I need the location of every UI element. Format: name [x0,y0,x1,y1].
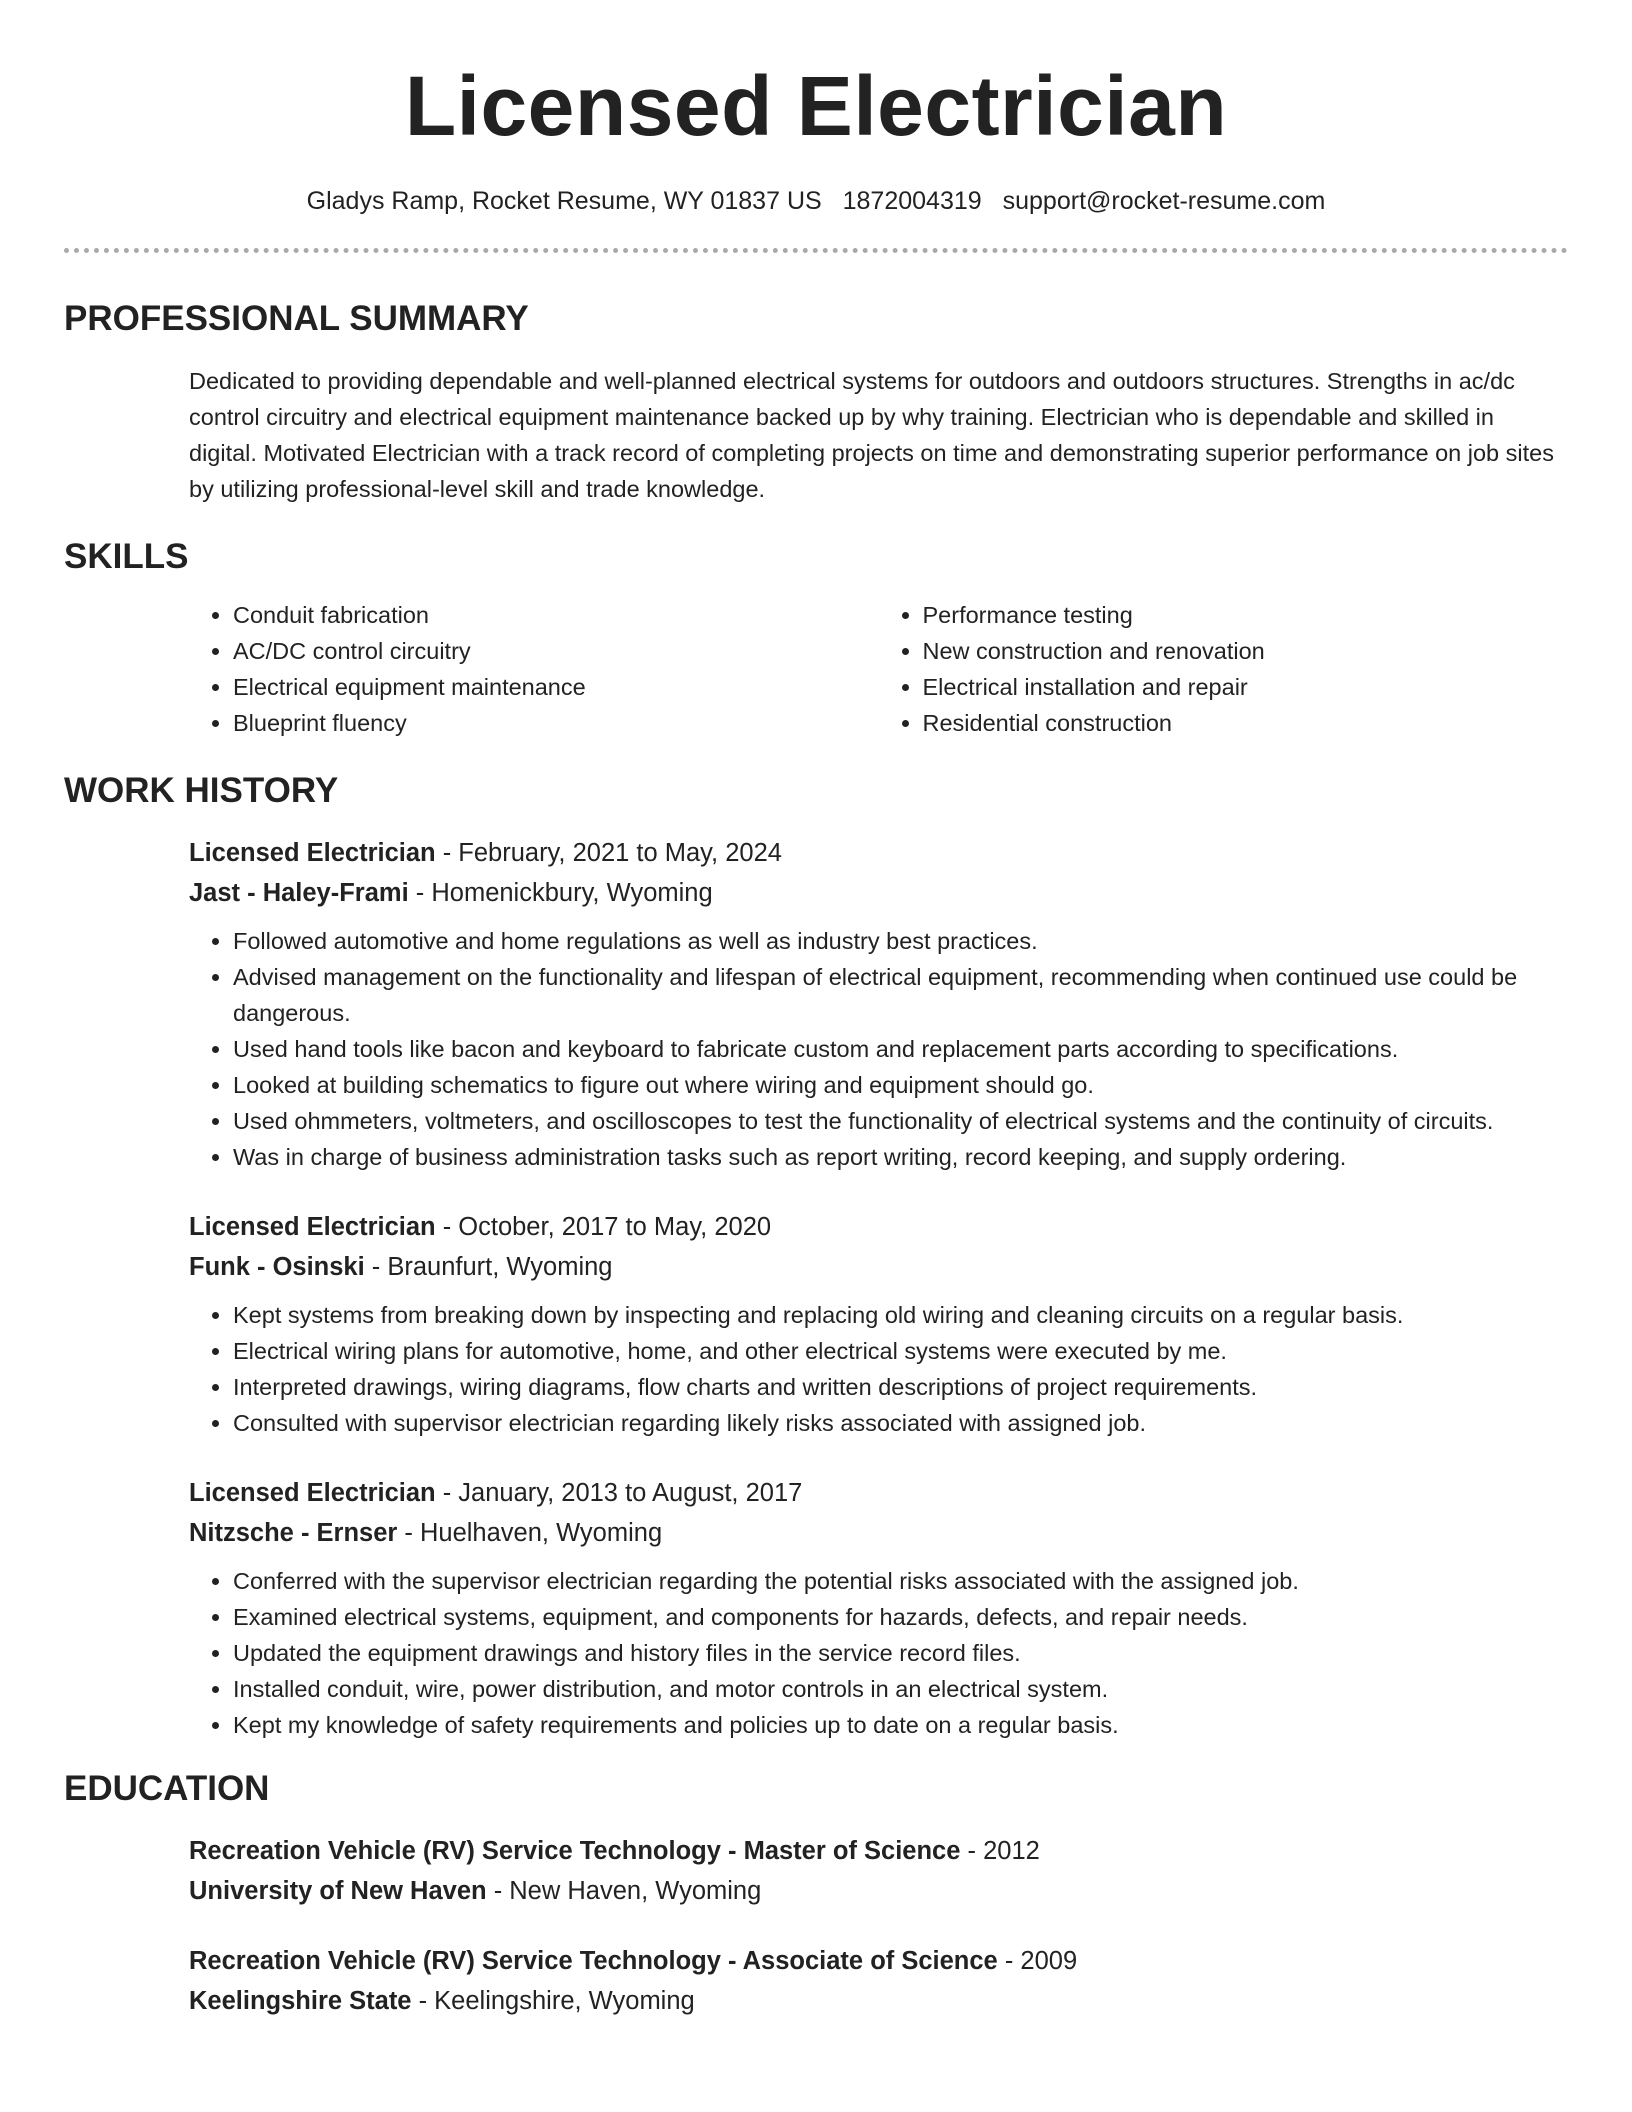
skills-column-left [189,597,879,741]
job-bullet: • Used hand tools like bacon and keyboard to fabricate custom and replacement parts according to specifications. [233,1031,1568,1067]
job-bullet: • Kept my knowledge of safety requirements and policies up to date on a regular basis. [233,1707,1568,1743]
header-divider [64,248,1568,253]
summary-text: Dedicated to providing dependable and well-planned electrical systems for outdoors and outdoors structures. Strengths in ac/dc control circuitry and electrical equipment maintenance backed up by why training. Electrician who is dependable and skilled in digital. Motivated Electrician with a track record of completing projects on time and demonstrating superior performance on job sites by utilizing professional-level skill and trade knowledge. [189,368,1554,502]
job-bullet: • Looked at building schematics to figure out where wiring and equipment should go. [233,1067,1568,1103]
job-role: Licensed Electrician [189,1213,436,1241]
skill-item: • AC/DC control circuitry [233,633,879,669]
contact-email: support@rocket-resume.com [1002,187,1326,215]
skills-column-right [879,597,1569,741]
job-location: - Huelhaven, Wyoming [397,1519,663,1547]
education-degree: Recreation Vehicle (RV) Service Technology - Associate of Science [189,1947,998,1975]
job-location: - Homenickbury, Wyoming [408,879,713,907]
education-school-line [189,1871,1568,1911]
job-entry [189,1207,1568,1441]
skill-item: • Electrical equipment maintenance [233,669,879,705]
contact-line [64,184,1568,218]
job-company-line [189,1247,1568,1287]
education-location: - New Haven, Wyoming [486,1877,762,1905]
job-bullet: • Examined electrical systems, equipment, and components for hazards, defects, and repair needs. [233,1599,1568,1635]
job-bullet: • Conferred with the supervisor electrician regarding the potential risks associated with the assigned job. [233,1563,1568,1599]
job-role: Licensed Electrician [189,839,436,867]
job-role-line [189,833,1568,873]
job-bullets [189,1297,1568,1441]
job-bullet: • Consulted with supervisor electrician regarding likely risks associated with assigned job. [233,1405,1568,1441]
job-company-line [189,873,1568,913]
job-company: Jast - Haley-Frami [189,879,409,907]
education-degree: Recreation Vehicle (RV) Service Technology - Master of Science [189,1837,961,1865]
job-dates: - February, 2021 to May, 2024 [435,839,782,867]
education-heading: EDUCATION [64,1769,270,1808]
education-entry [189,1941,1568,2021]
skill-item: • Residential construction [923,705,1569,741]
skills-list [189,597,1568,741]
job-dates: - January, 2013 to August, 2017 [435,1479,803,1507]
education-entry [189,1831,1568,1911]
education-year: - 2012 [960,1837,1040,1865]
job-bullet: • Used ohmmeters, voltmeters, and oscilloscopes to test the functionality of electrical systems and the continuity of circuits. [233,1103,1568,1139]
education-school-line [189,1981,1568,2021]
education-year: - 2009 [997,1947,1078,1975]
skill-item: • Electrical installation and repair [923,669,1569,705]
job-bullet: • Electrical wiring plans for automotive, home, and other electrical systems were executed by me. [233,1333,1568,1369]
job-company: Funk - Osinski [189,1253,365,1281]
job-bullet: • Interpreted drawings, wiring diagrams, flow charts and written descriptions of project requirements. [233,1369,1568,1405]
job-role-line [189,1207,1568,1247]
job-bullet: • Kept systems from breaking down by inspecting and replacing old wiring and cleaning circuits on a regular basis. [233,1297,1568,1333]
job-company-line [189,1513,1568,1553]
resume-title: Licensed Electrician [404,59,1228,153]
skill-item: • New construction and renovation [923,633,1569,669]
job-bullet: • Installed conduit, wire, power distribution, and motor controls in an electrical system. [233,1671,1568,1707]
work-history-heading: WORK HISTORY [64,771,339,810]
job-bullet: • Was in charge of business administration tasks such as report writing, record keeping, and supply ordering. [233,1139,1568,1175]
job-bullets [189,923,1568,1175]
job-entry [189,833,1568,1175]
education-degree-line [189,1941,1568,1981]
contact-phone: 1872004319 [842,187,982,215]
job-bullet: • Followed automotive and home regulations as well as industry best practices. [233,923,1568,959]
job-entry [189,1473,1568,1743]
job-dates: - October, 2017 to May, 2020 [435,1213,772,1241]
education-school: Keelingshire State [189,1987,412,2015]
job-bullet: • Advised management on the functionality and lifespan of electrical equipment, recommending when continued use could be dangerous. [233,959,1568,1031]
job-bullets [189,1563,1568,1743]
job-company: Nitzsche - Ernser [189,1519,398,1547]
skill-item: • Blueprint fluency [233,705,879,741]
job-bullet: • Updated the equipment drawings and history files in the service record files. [233,1635,1568,1671]
skill-item: • Conduit fabrication [233,597,879,633]
education-location: - Keelingshire, Wyoming [411,1987,695,2015]
skill-item: • Performance testing [923,597,1569,633]
education-school: University of New Haven [189,1877,487,1905]
education-degree-line [189,1831,1568,1871]
summary-heading: PROFESSIONAL SUMMARY [64,299,529,338]
skills-heading: SKILLS [64,537,189,576]
job-role: Licensed Electrician [189,1479,436,1507]
contact-address: Gladys Ramp, Rocket Resume, WY 01837 US [306,187,822,215]
job-role-line [189,1473,1568,1513]
job-location: - Braunfurt, Wyoming [364,1253,613,1281]
